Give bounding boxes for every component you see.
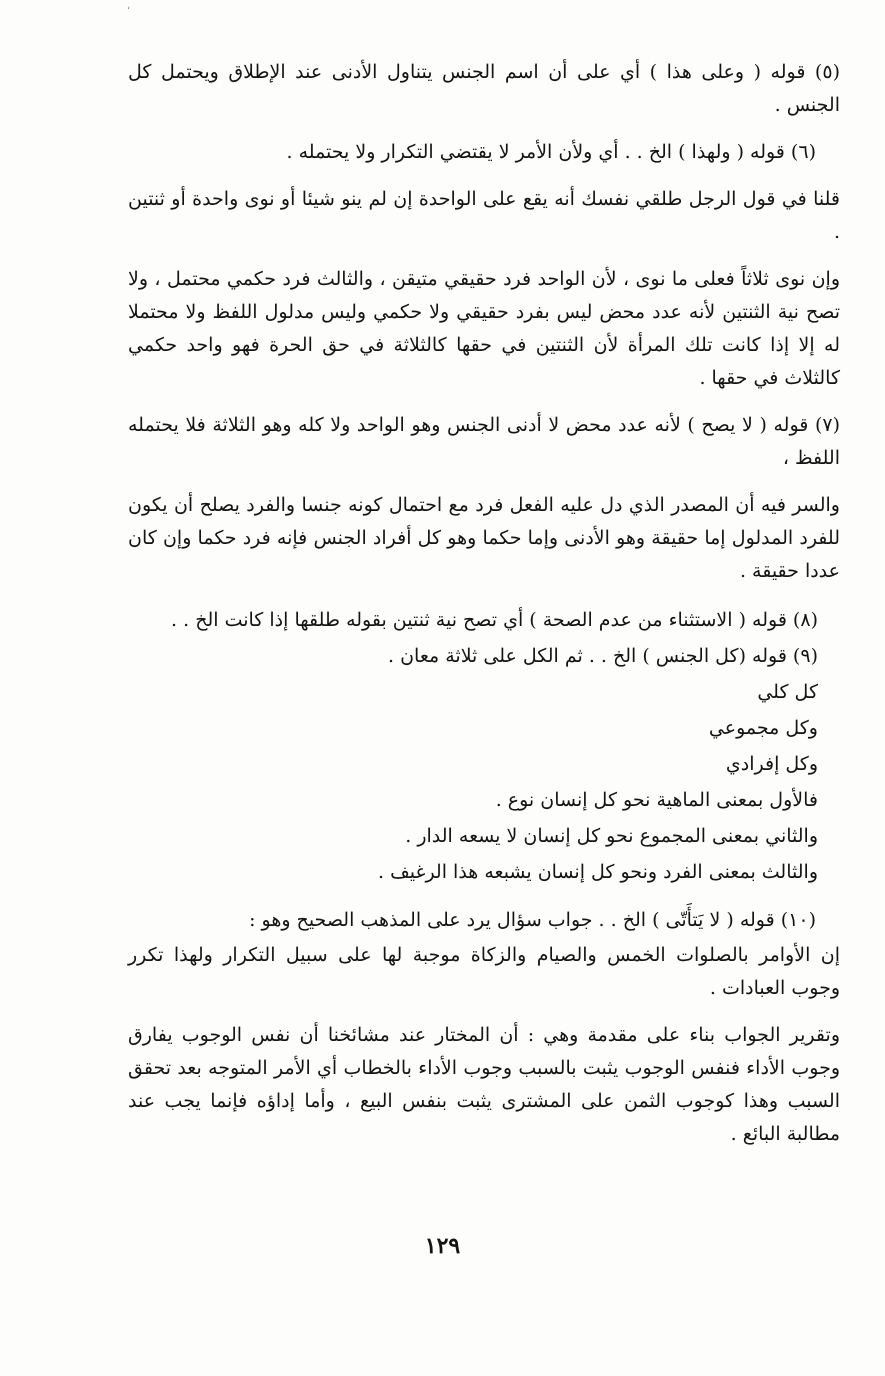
list-item-kull-ifradi: وكل إفرادي: [725, 753, 818, 775]
note-10-heading: (١٠) قوله ( لا يَتأَتّى ) الخ . . جواب سؤال يرد على المذهب الصحيح وهو :: [249, 909, 816, 931]
list-item-third-meaning: والثالث بمعنى الفرد ونحو كل إنسان يشبعه هذا الرغيف .: [378, 861, 818, 883]
list-item-second-meaning: والثاني بمعنى المجموع نحو كل إنسان لا يسعه الدار .: [405, 825, 818, 847]
note-8: (٨) قوله ( الاستثناء من عدم الصحة ) أي تصح نية ثنتين بقوله طلقها إذا كانت الخ . .: [171, 609, 818, 631]
note-9: (٩) قوله (كل الجنس ) الخ . . ثم الكل على ثلاثة معان .: [388, 645, 818, 667]
paragraph-answer: وتقرير الجواب بناء على مقدمة وهي : أن المختار عند مشائخنا أن نفس الوجوب يفارق وجوب الأداء فنفس الوجوب يثبت بالسبب وجوب الأداء بالخطاب أي الأمر المتوجه بعد تحقق السبب وهذا كوجوب الثمن على المشترى يثبت بنفس البيع ، وأما إداؤه فإنما يجب عند مطالبة البائع .: [128, 1024, 840, 1145]
page-content: [128, 56, 840, 1165]
note-6: (٦) قوله ( ولهذا ) الخ . . أي ولأن الأمر لا يقتضي التكرار ولا يحتمله .: [286, 141, 816, 163]
note-7: (٧) قوله ( لا يصح ) لأنه عدد محض لا أدنى الجنس وهو الواحد ولا كله وهو الثلاثة فلا يحتمله اللفظ ،: [128, 414, 840, 469]
note-10-body: إن الأوامر بالصلوات الخمس والصيام والزكاة موجبة لها على سبيل التكرار ولهذا تكرر وجوب العبادات .: [128, 944, 840, 999]
list-item-first-meaning: فالأول بمعنى الماهية نحو كل إنسان نوع .: [495, 789, 818, 811]
note-5: (٥) قوله ( وعلى هذا ) أي على أن اسم الجنس يتناول الأدنى عند الإطلاق ويحتمل كل الجنس .: [128, 61, 840, 116]
paragraph-quote: قلنا في قول الرجل طلقي نفسك أنه يقع على الواحدة إن لم ينو شيئا أو نوى واحدة أو ثنتين .: [128, 188, 840, 243]
paragraph-three-intentions: وإن نوى ثلاثاً فعلى ما نوى ، لأن الواحد فرد حقيقي متيقن ، والثالث فرد حكمي محتمل ، ولا تصح نية الثنتين لأنه عدد محض ليس بفرد حقيقي ولا حكمي وليس مدلول اللفظ ولا محتملا له إلا إذا كانت تلك المرأة لأن الثنتين في حقها كالثلاثة في حق الحرة فهو واحد حكمي كالثلاث في حقها .: [128, 268, 840, 389]
scan-mark: ‘: [126, 6, 130, 17]
paragraph-secret: والسر فيه أن المصدر الذي دل عليه الفعل فرد مع احتمال كونه جنسا والفرد يصلح أن يكون للفرد المدلول إما حقيقة وهو الأدنى وإما حكما وهو كل أفراد الجنس فإنه فرد حكما وإن كان عددا حقيقة .: [128, 494, 840, 582]
page-number: ١٢٩: [424, 1233, 461, 1259]
list-item-kull-majmui: وكل مجموعي: [708, 717, 818, 739]
notes-8-9-list: [128, 602, 840, 890]
list-item-kull-kulli: كل كلي: [757, 681, 818, 703]
